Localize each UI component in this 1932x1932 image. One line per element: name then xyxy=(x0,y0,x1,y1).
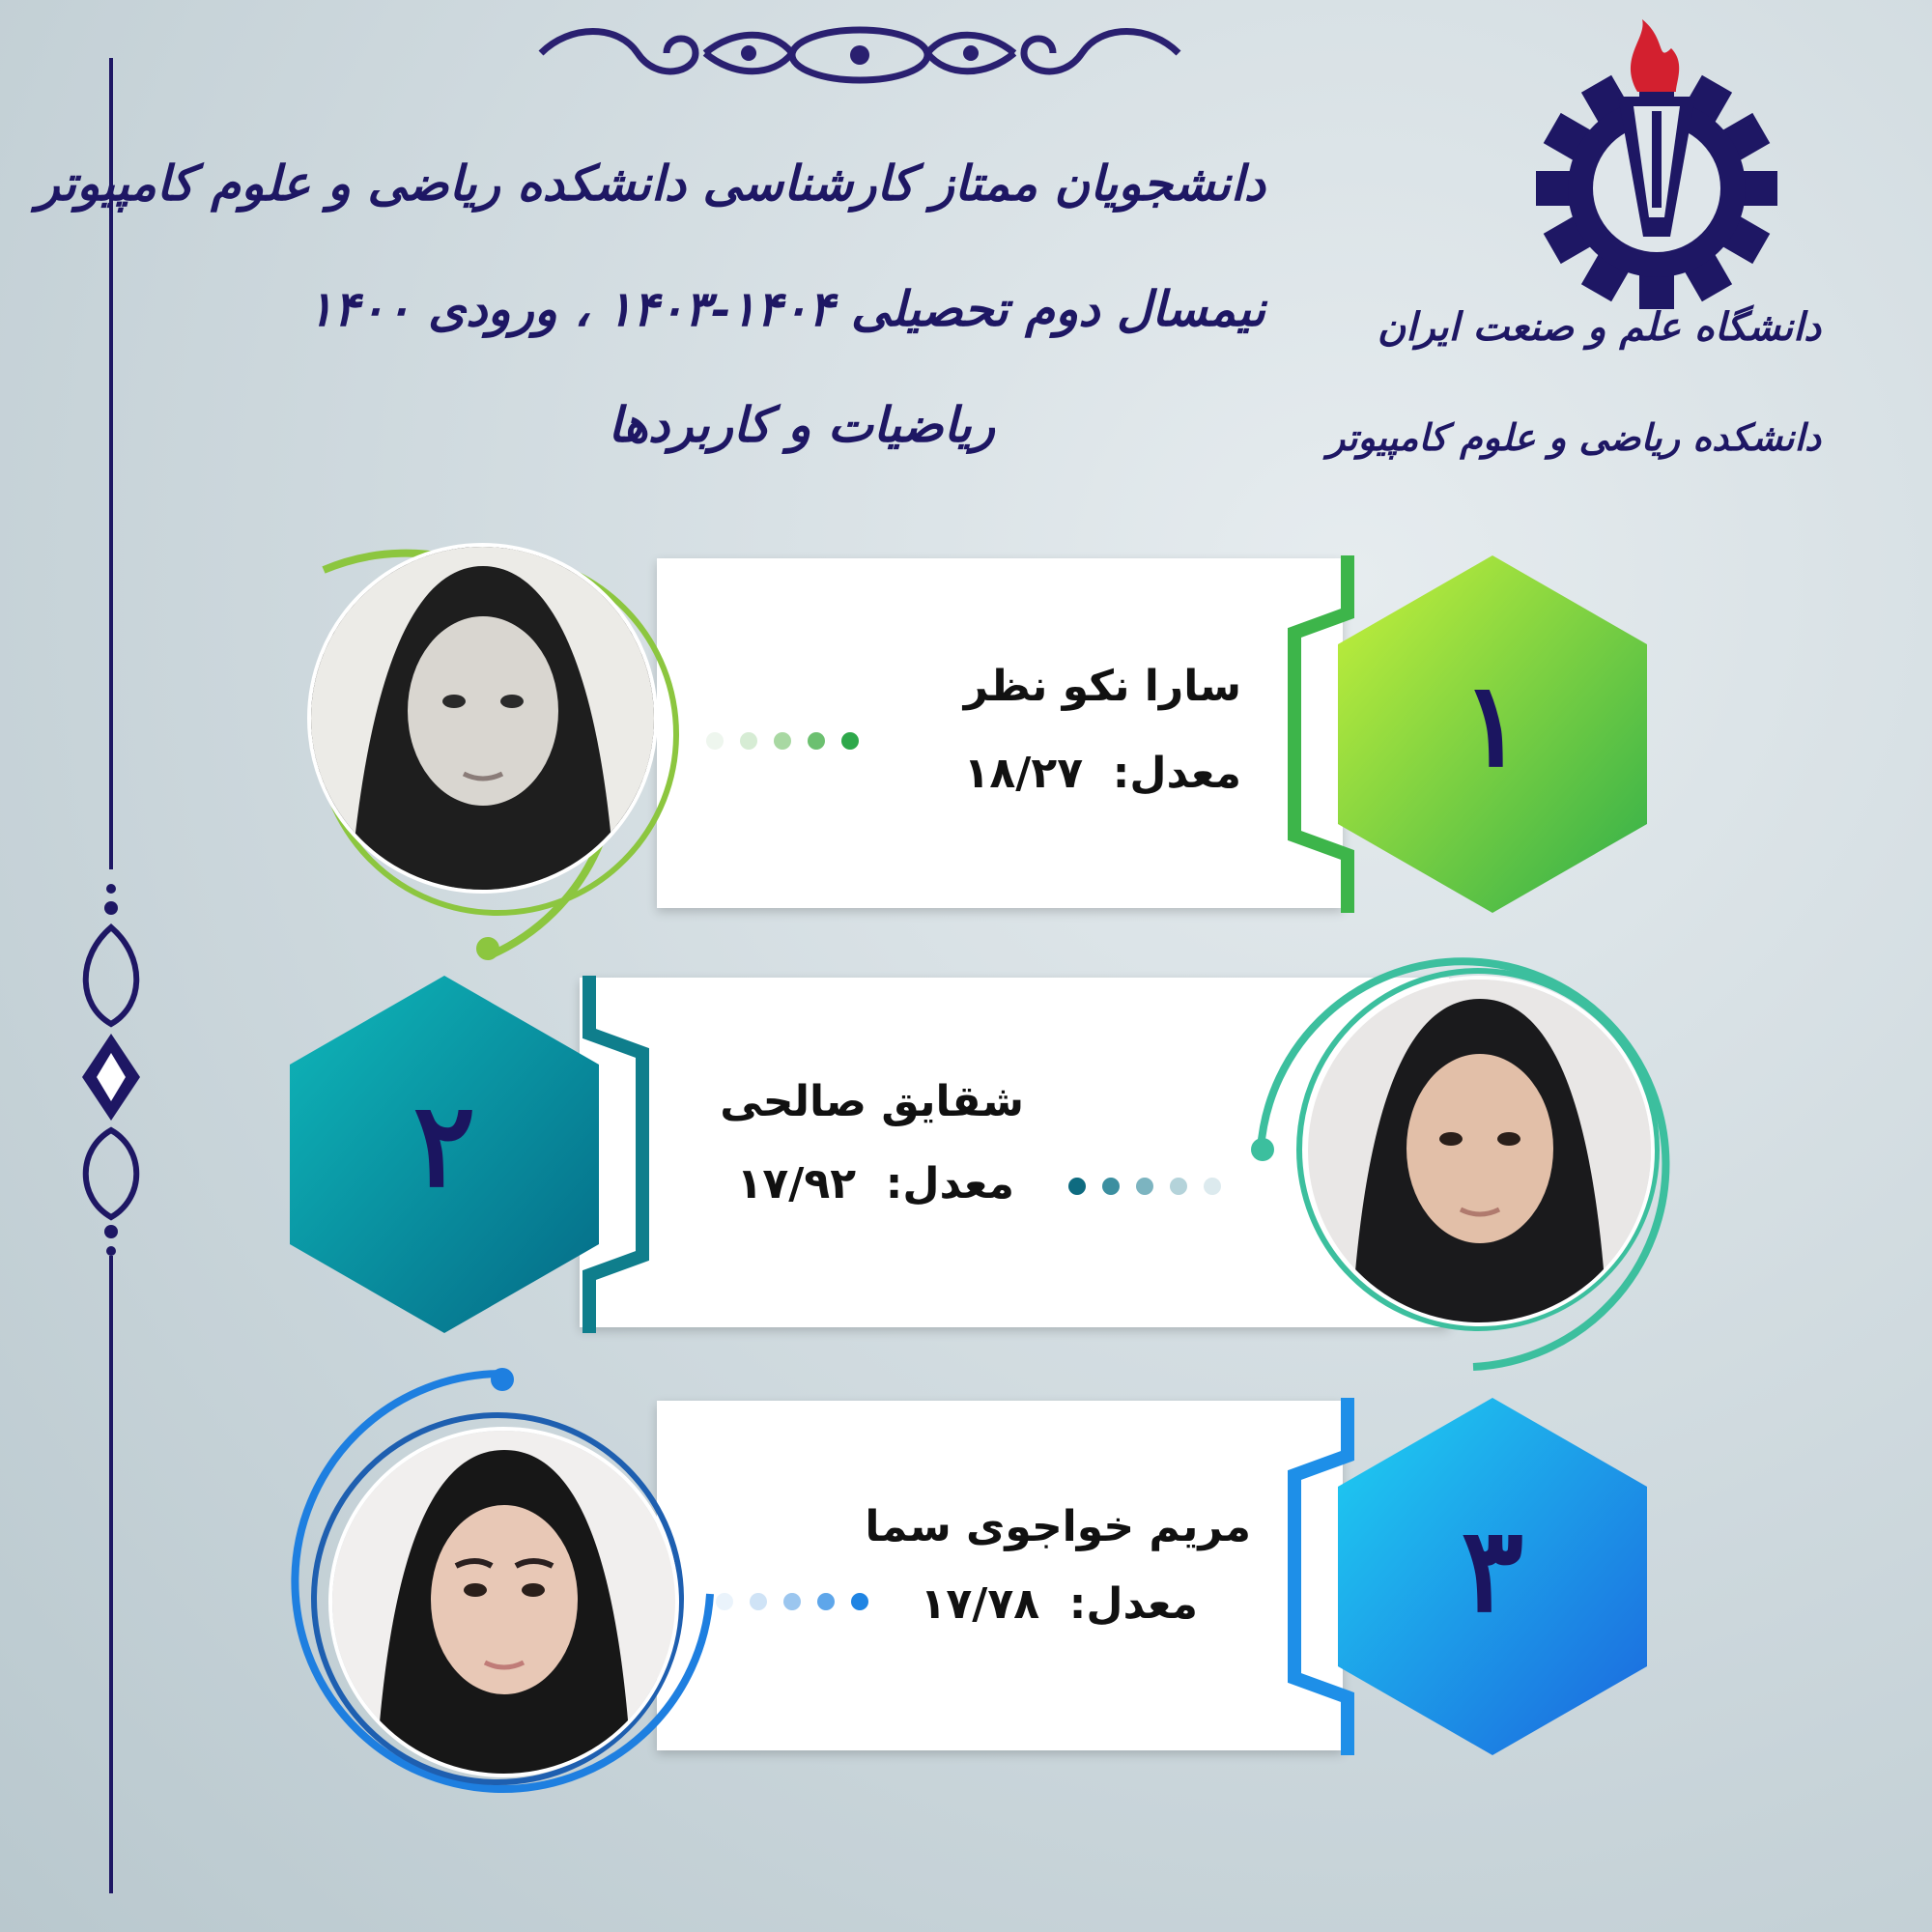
page-subtitle: نیمسال دوم تحصیلی ۱۴۰۴-۱۴۰۳ ، ورودی ۱۴۰۰ xyxy=(307,280,1265,337)
rank-number-2: ۲ xyxy=(412,1077,476,1213)
student-avg-3: معدل: ۱۷/۷۸ xyxy=(920,1579,1198,1629)
page-title: دانشجویان ممتاز کارشناسی دانشکده ریاضی و علوم کامپیوتر xyxy=(36,155,1265,212)
dots-1 xyxy=(705,726,879,755)
faculty-name: دانشکده ریاضی و علوم کامپیوتر xyxy=(1326,415,1821,459)
student-photo-1 xyxy=(307,543,658,894)
page-program: ریاضیات و کاربردها xyxy=(608,396,995,453)
dots-3 xyxy=(710,1587,884,1616)
student-avg-2: معدل: ۱۷/۹۲ xyxy=(736,1159,1014,1208)
student-card-3 xyxy=(657,1401,1343,1750)
student-photo-2 xyxy=(1304,976,1655,1326)
student-name-2: شقایق صالحی xyxy=(720,1077,1024,1126)
top-ornament xyxy=(531,14,1188,92)
left-ornament xyxy=(77,58,145,1893)
rank-number-1: ۱ xyxy=(1461,657,1524,793)
student-avg-1: معدل: ۱۸/۲۷ xyxy=(963,749,1241,798)
dots-2 xyxy=(1063,1172,1236,1201)
iust-torch-gear-icon xyxy=(1531,19,1782,309)
student-photo-3 xyxy=(328,1427,679,1777)
university-name: دانشگاه علم و صنعت ایران xyxy=(1377,304,1821,350)
rank-number-3: ۳ xyxy=(1461,1502,1524,1638)
student-name-1: سارا نکو نظر xyxy=(963,662,1241,711)
student-name-3: مریم خواجوی سما xyxy=(865,1502,1251,1551)
